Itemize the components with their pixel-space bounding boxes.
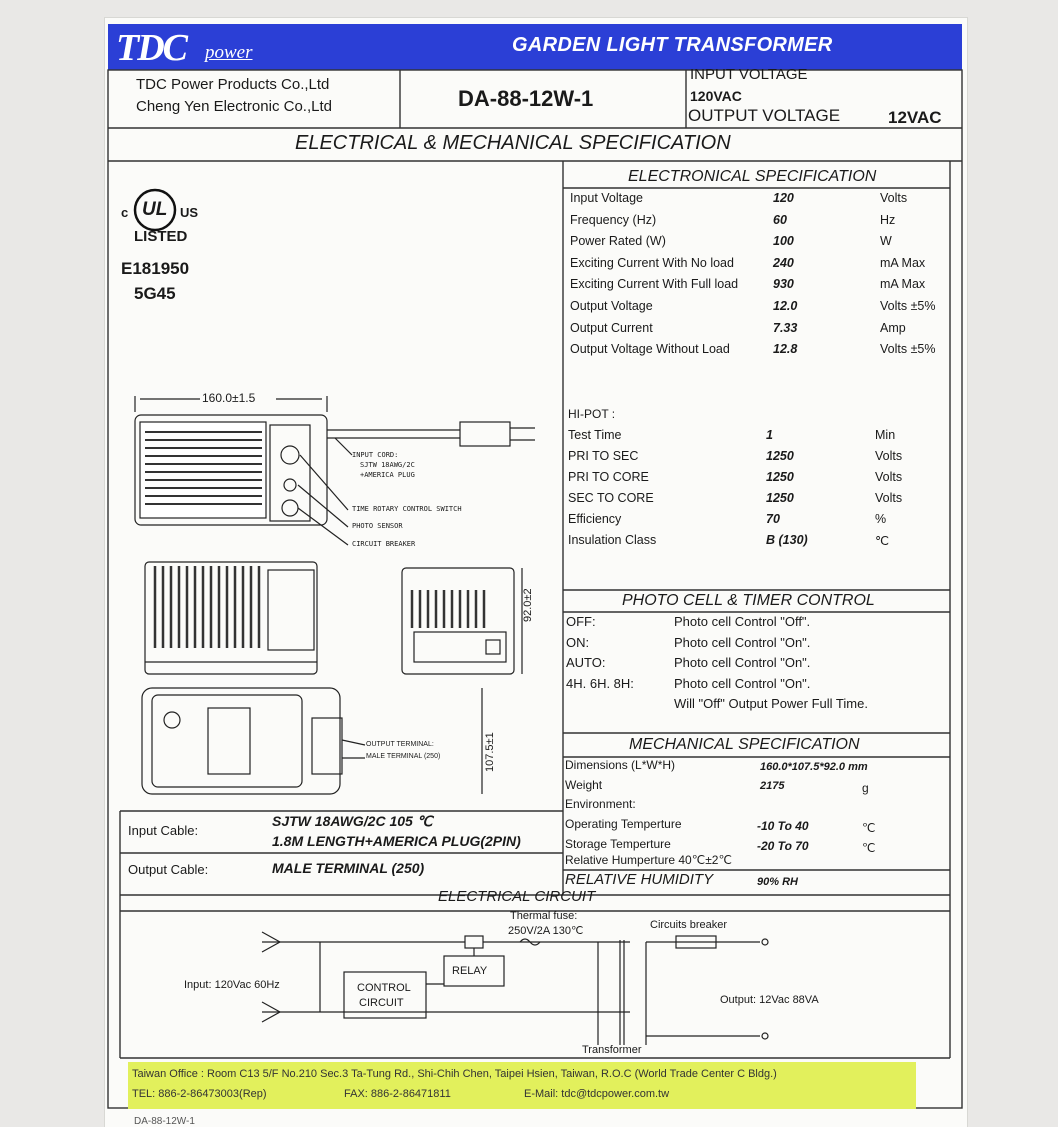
spec-row-unit: Volts ±5%: [880, 299, 936, 313]
switch-label: TIME ROTARY CONTROL SWITCH: [352, 505, 462, 513]
footer-contact: [128, 1062, 916, 1109]
weight-unit: g: [862, 781, 869, 795]
electronical-title: ELECTRONICAL SPECIFICATION: [628, 168, 877, 185]
spec-row-unit: Volts ±5%: [880, 342, 936, 357]
input-cable-line-1: SJTW 18AWG/2C 105 ℃: [272, 813, 433, 829]
ul-logo: UL: [142, 199, 168, 220]
hipot-row-unit: %: [875, 512, 887, 526]
spec-row-value: 60: [773, 212, 787, 227]
dimensions-value: 160.0*107.5*92.0 mm: [760, 761, 868, 773]
doc-code: DA-88-12W-1: [134, 1116, 195, 1127]
relative-humidity-label: RELATIVE HUMIDITY: [565, 871, 714, 888]
ul-file-number: E181950: [121, 259, 190, 278]
ul-us: US: [180, 205, 199, 220]
output-cable-value: MALE TERMINAL (250): [272, 860, 425, 876]
hipot-row-value: 1: [766, 428, 773, 442]
thermal-fuse-line-1: Thermal fuse:: [510, 910, 578, 922]
hipot-row-unit: ℃: [875, 534, 890, 548]
output-voltage-label: OUTPUT VOLTAGE: [688, 106, 841, 125]
humperture-label: Relative Humperture 40℃±2℃: [565, 853, 732, 867]
spec-row-unit: Hz: [880, 212, 896, 227]
header-title: GARDEN LIGHT TRANSFORMER: [512, 34, 833, 56]
photo-cell-mode: ON:: [566, 634, 590, 650]
storage-temp-label: Storage Temperture: [565, 837, 671, 851]
hipot-row-unit: Min: [875, 428, 896, 442]
photo-cell-mode: AUTO:: [566, 655, 606, 670]
footer-tel: TEL: 886-2-86473003(Rep): [132, 1088, 267, 1100]
spec-row-label: Power Rated (W): [570, 234, 666, 249]
spec-row-label: Output Current: [570, 320, 653, 335]
main-title: ELECTRICAL & MECHANICAL SPECIFICATION: [295, 132, 731, 154]
input-cable-label: Input Cable:: [128, 823, 199, 838]
spec-row-unit: Amp: [880, 320, 906, 335]
spec-row-value: 12.8: [773, 342, 798, 357]
photo-cell-mode: 4H. 6H. 8H:: [566, 675, 634, 691]
spec-row-unit: mA Max: [880, 277, 926, 292]
company-line-1: TDC Power Products Co.,Ltd: [136, 76, 330, 93]
circuit-input-label: Input: 120Vac 60Hz: [184, 979, 280, 991]
thermal-fuse-line-2: 250V/2A 130℃: [508, 925, 584, 937]
output-cable-label: Output Cable:: [128, 862, 209, 877]
hipot-row-label: Test Time: [568, 428, 622, 442]
model-number: DA-88-12W-1: [458, 86, 594, 111]
transformer-label: Transformer: [582, 1044, 642, 1056]
spec-row-value: 240: [773, 255, 794, 270]
output-terminal-line-1: OUTPUT TERMINAL:: [366, 741, 434, 748]
spec-row-label: Exciting Current With Full load: [570, 277, 739, 292]
ul-code: 5G45: [134, 284, 176, 303]
input-cable-line-2: 1.8M LENGTH+AMERICA PLUG(2PIN): [272, 833, 521, 849]
dim-width: 107.5±1: [484, 732, 496, 772]
dimensions-label: Dimensions (L*W*H): [565, 758, 676, 772]
hipot-label: HI-POT :: [568, 407, 616, 421]
photo-cell-desc: Photo cell Control "On".: [674, 655, 811, 670]
photo-sensor-label: PHOTO SENSOR: [352, 522, 403, 530]
hipot-row-value: B (130): [766, 533, 808, 547]
spec-row-label: Output Voltage Without Load: [570, 342, 730, 357]
input-cord-line-1: INPUT CORD:: [352, 451, 399, 459]
spec-row-label: Output Voltage: [570, 299, 653, 313]
footer-address: Taiwan Office : Room C13 5/F No.210 Sec.3 Ta-Tung Rd., Shi-Chih Chen, Taipei Hsien, Taiwan, R.O.C (World Trade Center C Bldg.): [132, 1068, 777, 1080]
input-cord-line-3: +AMERICA PLUG: [360, 471, 415, 479]
dim-length: 160.0±1.5: [202, 391, 256, 405]
photo-cell-extra: Will "Off" Output Power Full Time.: [674, 696, 868, 711]
weight-value: 2175: [760, 780, 785, 792]
photo-cell-desc: Photo cell Control "On".: [674, 675, 811, 691]
storage-temp-unit: ℃: [862, 841, 876, 855]
mechanical-title: MECHANICAL SPECIFICATION: [629, 736, 860, 753]
control-circuit-line-1: CONTROL: [357, 982, 411, 994]
hipot-row-unit: Volts: [875, 449, 903, 463]
output-voltage-value: 12VAC: [888, 108, 942, 127]
hipot-row-unit: Volts: [875, 491, 903, 505]
photo-cell-mode: OFF:: [566, 614, 596, 629]
footer-fax: FAX: 886-2-86471811: [344, 1088, 451, 1100]
hipot-row-label: SEC TO CORE: [568, 491, 654, 505]
hipot-row-label: PRI TO CORE: [568, 470, 649, 484]
photo-cell-desc: Photo cell Control "On".: [674, 634, 811, 650]
circuits-breaker-label: Circuits breaker: [650, 919, 728, 931]
spec-row-label: Frequency (Hz): [570, 212, 657, 227]
ul-c: c: [121, 205, 129, 220]
weight-label: Weight: [565, 778, 603, 792]
photo-cell-desc: Photo cell Control "Off".: [674, 614, 811, 629]
footer-email: E-Mail: tdc@tdcpower.com.tw: [524, 1088, 670, 1100]
spec-row-unit: Volts: [880, 191, 908, 205]
spec-row-value: 100: [773, 234, 794, 249]
spec-row-unit: mA Max: [880, 255, 926, 270]
circuit-title: ELECTRICAL CIRCUIT: [438, 888, 596, 905]
spec-row-value: 930: [773, 277, 794, 292]
input-cord-line-2: SJTW 18AWG/2C: [360, 461, 415, 469]
input-voltage-value: 120VAC: [690, 88, 742, 104]
spec-row-label: Exciting Current With No load: [570, 255, 734, 270]
circuit-breaker-label: CIRCUIT BREAKER: [352, 540, 416, 548]
input-voltage-label: INPUT VOLTAGE: [690, 66, 808, 83]
logo-main: TDC: [116, 27, 186, 69]
operating-temp-value: -10 To 40: [757, 819, 809, 833]
ul-listed: LISTED: [134, 228, 188, 245]
circuit-output-label: Output: 12Vac 88VA: [720, 994, 819, 1006]
spec-row-value: 120: [773, 191, 794, 205]
operating-temp-label: Operating Temperture: [565, 817, 682, 831]
output-terminal-line-2: MALE TERMINAL (250): [366, 753, 441, 760]
hipot-row-value: 70: [766, 512, 780, 526]
relative-humidity-value: 90% RH: [757, 876, 798, 888]
company-line-2: Cheng Yen Electronic Co.,Ltd: [136, 98, 332, 115]
environment-label: Environment:: [565, 797, 636, 811]
photo-cell-title: PHOTO CELL & TIMER CONTROL: [622, 592, 875, 609]
spec-row-label: Input Voltage: [570, 191, 643, 205]
relay-label: RELAY: [452, 965, 488, 977]
hipot-row-unit: Volts: [875, 470, 903, 484]
storage-temp-value: -20 To 70: [757, 839, 809, 853]
hipot-row-label: Insulation Class: [568, 533, 657, 547]
dim-height: 92.0±2: [522, 588, 534, 622]
logo-sub: power: [205, 42, 253, 63]
operating-temp-unit: ℃: [862, 821, 876, 835]
hipot-row-label: Efficiency: [568, 512, 622, 526]
hipot-row-label: PRI TO SEC: [568, 449, 639, 463]
hipot-row-value: 1250: [766, 470, 794, 484]
spec-row-unit: W: [880, 234, 892, 249]
hipot-row-value: 1250: [766, 449, 794, 463]
spec-row-value: 12.0: [773, 299, 798, 313]
control-circuit-line-2: CIRCUIT: [359, 997, 404, 1009]
spec-row-value: 7.33: [773, 320, 798, 335]
hipot-row-value: 1250: [766, 491, 794, 505]
